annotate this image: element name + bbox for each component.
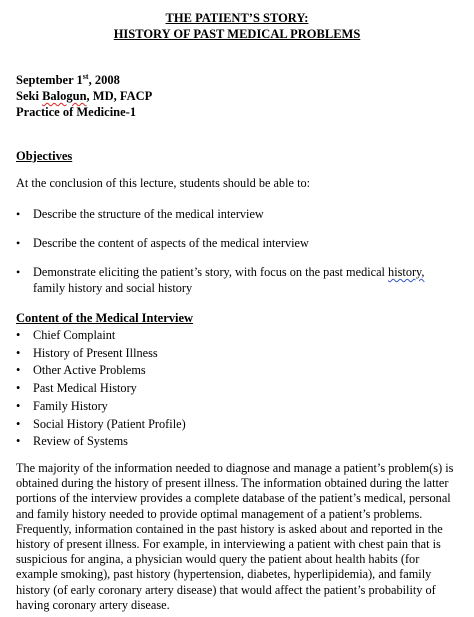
- lecture-date: [16, 73, 120, 87]
- content-list-item-text: Review of Systems: [33, 434, 128, 448]
- paragraph-line: portions of the interview provides a complete database of the patient’s medical, personal: [16, 491, 451, 506]
- bullet-icon: •: [16, 207, 21, 221]
- document-title-line1: THE PATIENT’S STORY:: [165, 11, 309, 25]
- bullet-icon: •: [16, 434, 21, 448]
- grammar-flagged-word: history,: [388, 265, 425, 279]
- date-superscript: st: [82, 71, 89, 81]
- content-list-item-text: Other Active Problems: [33, 363, 146, 377]
- date-suffix: , 2008: [88, 73, 120, 87]
- document-title-line2: HISTORY OF PAST MEDICAL PROBLEMS: [113, 27, 361, 41]
- objective-item-text: Describe the content of aspects of the medical interview: [33, 236, 309, 250]
- paragraph-line: obtained during the history of present illness. The information obtained during the latter: [16, 476, 449, 491]
- paragraph-line: and family history needed to provide optimal management of a patient’s problems.: [16, 506, 423, 521]
- objective-item-continuation: family history and social history: [33, 281, 193, 295]
- bullet-icon: •: [16, 236, 21, 250]
- objectives-heading: Objectives: [16, 149, 73, 163]
- objective-item-text: Describe the structure of the medical interview: [33, 207, 264, 221]
- content-list-item-text: Social History (Patient Profile): [33, 417, 186, 431]
- objective-item-text: [33, 265, 424, 279]
- paragraph-line: The majority of the information needed to diagnose and manage a patient’s problem(s) is: [16, 461, 454, 475]
- bullet-icon: •: [16, 381, 21, 395]
- bullet-icon: •: [16, 346, 21, 360]
- bullet-icon: •: [16, 399, 21, 413]
- author-line: [16, 89, 152, 103]
- author-suffix: , MD, FACP: [86, 89, 153, 103]
- content-list-item-text: Chief Complaint: [33, 328, 116, 342]
- course-name: Practice of Medicine-1: [16, 105, 137, 119]
- bullet-icon: •: [16, 328, 21, 342]
- paragraph-line: example smoking), past history (hypertension, diabetes, hyperlipidemia), and family: [16, 567, 432, 582]
- objectives-intro: At the conclusion of this lecture, students should be able to:: [16, 176, 311, 190]
- objective-item-text-part: Demonstrate eliciting the patient’s story, with focus on the past medical: [33, 265, 389, 279]
- content-list-item-text: Past Medical History: [33, 381, 137, 395]
- body-paragraph: [16, 461, 466, 613]
- content-list-item-text: Family History: [33, 399, 108, 413]
- bullet-icon: •: [16, 417, 21, 431]
- paragraph-line: history (of early coronary artery disease) that would affect the patient’s probability of: [16, 582, 436, 597]
- date-prefix: September 1: [16, 73, 83, 87]
- content-heading: Content of the Medical Interview: [16, 311, 194, 325]
- author-last-name: Balogun: [42, 89, 87, 103]
- author-first: Seki: [16, 89, 43, 103]
- paragraph-line: suspicious for angina, a physician would query the patient about health habits (for: [16, 552, 420, 567]
- bullet-icon: •: [16, 363, 21, 377]
- paragraph-line: Frequently, information contained in the past history is asked about and reported in the: [16, 521, 443, 536]
- bullet-icon: •: [16, 265, 21, 279]
- paragraph-line: having coronary artery disease.: [16, 597, 170, 612]
- paragraph-line: history of present illness. For example, in interviewing a patient with chest pain that is: [16, 537, 441, 552]
- content-list-item-text: History of Present Illness: [33, 346, 158, 360]
